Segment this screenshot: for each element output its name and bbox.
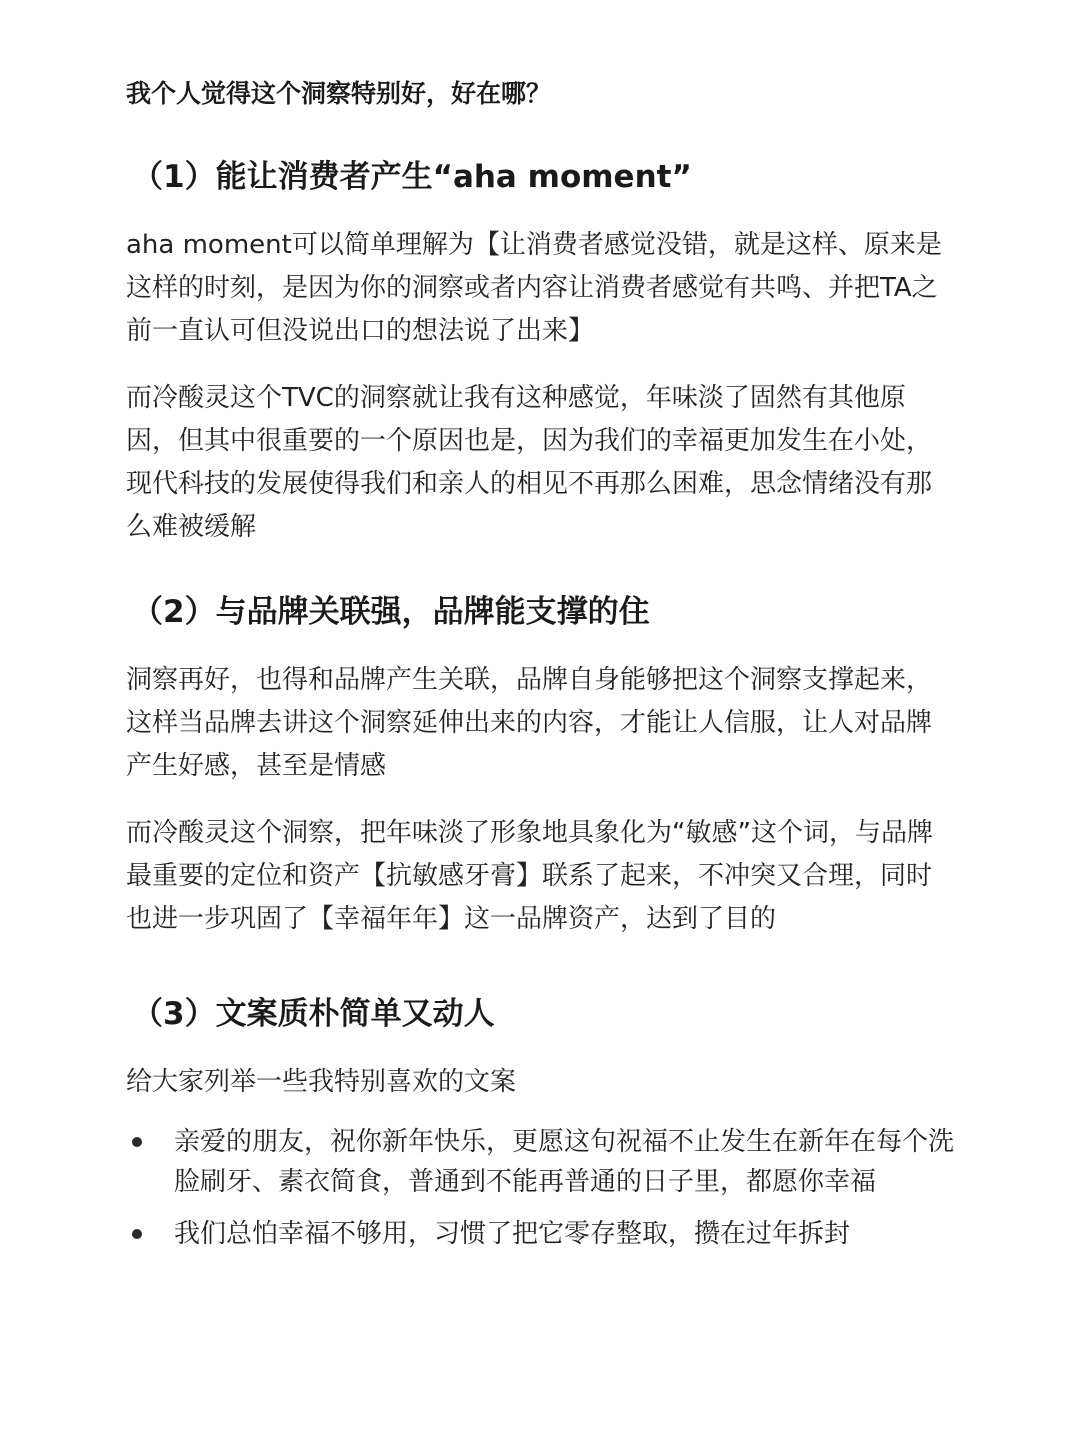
bullet-icon bbox=[132, 1137, 142, 1147]
section-heading-2: （2）与品牌关联强，品牌能支撑的住 bbox=[132, 594, 650, 630]
lead-question: 我个人觉得这个洞察特别好，好在哪？ bbox=[126, 79, 552, 108]
section-3-paragraph-1: 给大家列举一些我特别喜欢的文案 bbox=[126, 1067, 517, 1097]
bullet-icon bbox=[132, 1229, 142, 1239]
list-item-text: 我们总怕幸福不够用，习惯了把它零存整取，攒在过年拆封 bbox=[174, 1219, 851, 1249]
list-item bbox=[126, 1122, 956, 1202]
list-item-text: 亲爱的朋友，祝你新年快乐，更愿这句祝福不止发生在新年在每个洗脸刷牙、素衣简食，普通到不能再普通的日子里，都愿你幸福 bbox=[174, 1127, 955, 1197]
quote-list bbox=[126, 1122, 956, 1254]
section-2-paragraph-1: 洞察再好，也得和品牌产生关联，品牌自身能够把这个洞察支撑起来，这样当品牌去讲这个洞察延伸出来的内容，才能让人信服，让人对品牌产生好感，甚至是情感 bbox=[126, 665, 933, 781]
section-2-paragraph-2: 而冷酸灵这个洞察，把年味淡了形象地具象化为“敏感”这个词，与品牌最重要的定位和资产【抗敏感牙膏】联系了起来，不冲突又合理，同时也进一步巩固了【幸福年年】这一品牌资产，达到了目的 bbox=[126, 818, 933, 934]
section-heading-1: （1）能让消费者产生“aha moment” bbox=[132, 159, 692, 195]
article bbox=[126, 74, 956, 1266]
section-heading-3: （3）文案质朴简单又动人 bbox=[132, 996, 495, 1032]
list-item bbox=[126, 1214, 956, 1254]
section-1-paragraph-2: 而冷酸灵这个TVC的洞察就让我有这种感觉，年味淡了固然有其他原因，但其中很重要的一个原因也是，因为我们的幸福更加发生在小处，现代科技的发展使得我们和亲人的相见不再那么困难，思念情绪没有那么难被缓解 bbox=[126, 383, 933, 542]
section-1-paragraph-1: aha moment可以简单理解为【让消费者感觉没错，就是这样、原来是这样的时刻，是因为你的洞察或者内容让消费者感觉有共鸣、并把TA之前一直认可但没说出口的想法说了出来】 bbox=[126, 230, 942, 346]
